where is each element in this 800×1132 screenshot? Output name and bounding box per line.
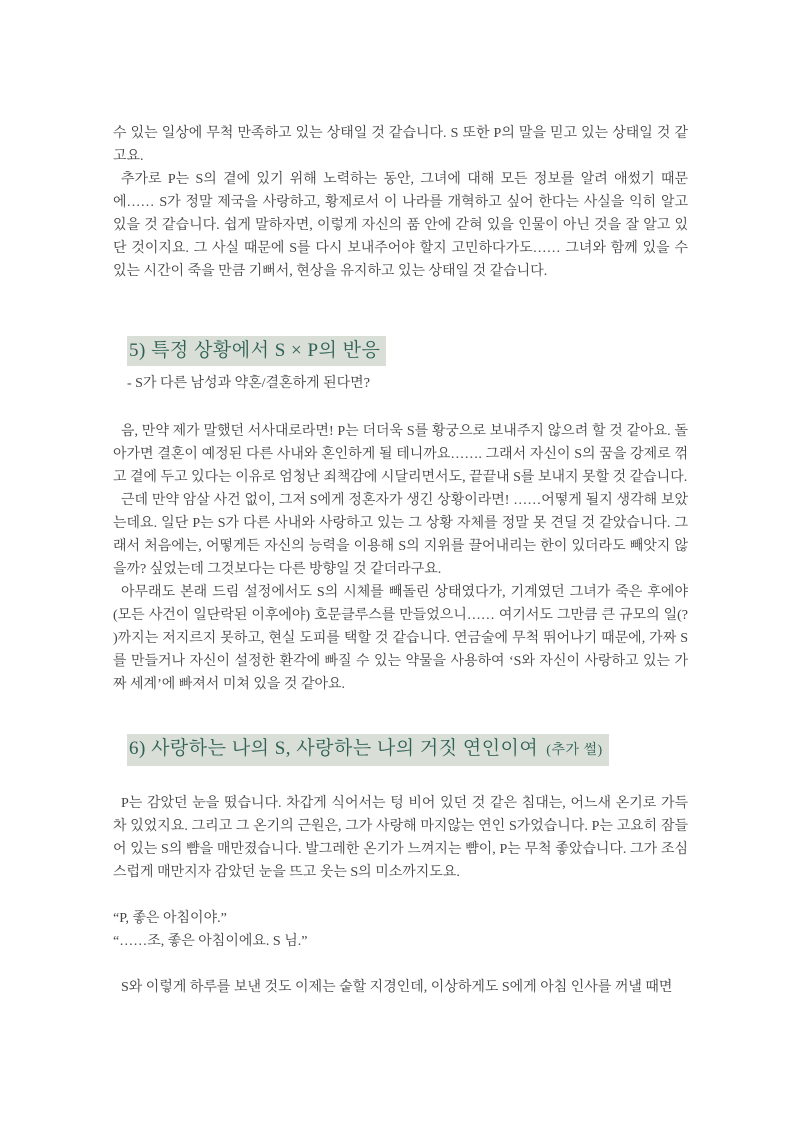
section-6-heading-highlight <box>127 734 609 766</box>
intro-paragraph: 추가로 P는 S의 곁에 있기 위해 노력하는 동안, 그녀에 대해 모든 정보를 알려 애썼기 때문에…… S가 정말 제국을 사랑하고, 황제로서 이 나라를 개혁하고 싶어 한다는 사실을 익히 알고 있을 것 같습니다. 쉽게 말하자면, 이렇게 자신의 품 안에 갇혀 있을 인물이 아닌 것을 잘 알고 있단 것이지요. 그 사실 때문에 S를 다시 보내주어야 할지 고민하다가도…… 그녀와 함께 있을 수 있는 시간이 죽을 만큼 기뻐서, 현상을 유지하고 있는 상태일 것 같습니다. <box>113 172 688 279</box>
section-5-question: - S가 다른 남성과 약혼/결혼하게 된다면? <box>127 376 370 391</box>
section-5-heading-highlight <box>127 336 386 366</box>
section-5-paragraph-3: 아무래도 본래 드림 설정에서도 S의 시체를 빼돌린 상태였다가, 기계였던 그녀가 죽은 후에야 (모든 사건이 일단락된 이후에야) 호문클루스를 만들었으니…… 여기서도 그만큼 큰 규모의 일(? )까지는 저지르지 못하고, 현실 도피를 택할 것 같습니다. 연금술에 무척 뛰어나기 때문에, 가짜 S를 만들거나 자신이 설정한 환각에 빠질 수 있는 약물을 사용하여 ‘S와 자신이 사랑하고 있는 가짜 세계’에 빠져서 미쳐 있을 것 같아요. <box>113 585 688 692</box>
dialogue-line-2: “……조, 좋은 아침이에요. S 님.” <box>113 934 308 949</box>
section-5-paragraph-1: 음, 만약 제가 말했던 서사대로라면! P는 더더욱 S를 황궁으로 보내주지 않으려 할 것 같아요. 돌아가면 결혼이 예정된 다른 사내와 혼인하게 될 테니까요……. 그래서 자신이 S의 꿈을 강제로 꺾고 곁에 두고 있다는 이유로 엄청난 죄책감에 시달리면서도, 끝끝내 S를 보내지 못할 것 같습니다. <box>113 424 688 485</box>
section-5-paragraph-2: 근데 만약 암살 사건 없이, 그저 S에게 정혼자가 생긴 상황이라면! ……어떻게 될지 생각해 보았는데요. 일단 P는 S가 다른 사내와 사랑하고 있는 그 상황 자체를 정말 못 견딜 것 같았습니다. 그래서 처음에는, 어떻게든 자신의 능력을 이용해 S의 지위를 끌어내리는 한이 있더라도 빼앗지 않을까? 싶었는데 그것보다는 다른 방향일 것 같더라구요. <box>113 493 688 577</box>
section-6-heading-suffix: (추가 썰) <box>546 743 603 758</box>
section-6-paragraph-2: S와 이렇게 하루를 보낸 것도 이제는 숱할 지경인데, 이상하게도 S에게 아침 인사를 꺼낼 때면 <box>121 980 673 995</box>
dialogue-line-1: “P, 좋은 아침이야.” <box>113 911 227 926</box>
section-6-heading <box>127 734 688 766</box>
section-5-heading-text: 5) 특정 상황에서 S × P의 반응 <box>129 340 381 361</box>
section-6-heading-text: 6) 사랑하는 나의 S, 사랑하는 나의 거짓 연인이여 <box>129 738 539 759</box>
section-6-paragraph-1: P는 감았던 눈을 떴습니다. 차갑게 식어서는 텅 비어 있던 것 같은 침대는, 어느새 온기로 가득 차 있었지요. 그리고 그 온기의 근원은, 그가 사랑해 마지않는 연인 S가었습니다. P는 고요히 잠들어 있는 S의 뺨을 매만졌습니다. 발그레한 온기가 느껴지는 뺨이, P는 무척 좋았습니다. 그가 조심스럽게 매만지자 감았던 눈을 뜨고 웃는 S의 미소까지도요. <box>113 796 688 880</box>
intro-paragraph-continuation: 수 있는 일상에 무척 만족하고 있는 상태일 것 같습니다. S 또한 P의 말을 믿고 있는 상태일 것 같고요. <box>113 126 688 164</box>
section-5-heading <box>127 336 688 366</box>
document-content <box>113 122 688 999</box>
